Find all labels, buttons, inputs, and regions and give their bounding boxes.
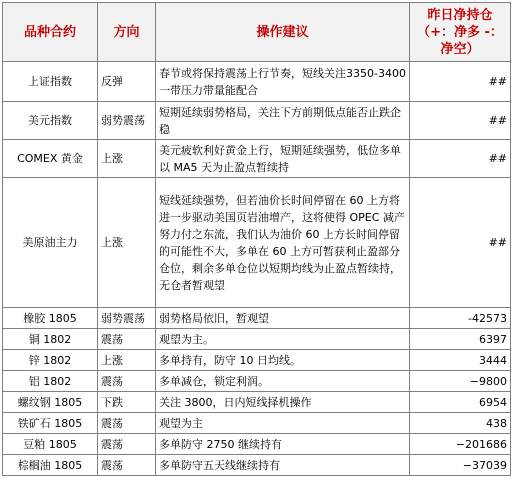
cell-position: 6397 (410, 329, 511, 350)
table-header-row (3, 3, 511, 62)
cell-advice: 春节或将保持震荡上行节奏，短线关注3350-3400一带压力带量能配合 (156, 62, 410, 102)
cell-name: 橡胶 1805 (3, 308, 98, 329)
cell-advice: 多单防守 2750 继续持有 (156, 434, 410, 455)
cell-direction: 上涨 (98, 140, 156, 178)
cell-position: ## (410, 140, 511, 178)
cell-position: ## (410, 102, 511, 140)
cell-direction: 弱势震荡 (98, 102, 156, 140)
cell-name: 棕榈油 1805 (3, 455, 98, 476)
cell-direction: 震荡 (98, 455, 156, 476)
cell-position: −37039 (410, 455, 511, 476)
cell-advice: 关注 3800，日内短线择机操作 (156, 392, 410, 413)
cell-name: 上证指数 (3, 62, 98, 102)
cell-name: COMEX 黄金 (3, 140, 98, 178)
header-advice: 操作建议 (156, 3, 410, 62)
cell-direction: 震荡 (98, 371, 156, 392)
cell-direction: 震荡 (98, 329, 156, 350)
cell-advice: 观望为主 (156, 413, 410, 434)
cell-position: 438 (410, 413, 511, 434)
header-name: 品种合约 (3, 3, 98, 62)
table-row (3, 308, 511, 329)
strategy-table (2, 2, 511, 476)
table-row (3, 140, 511, 178)
cell-direction: 震荡 (98, 434, 156, 455)
cell-name: 铁矿石 1805 (3, 413, 98, 434)
table-row (3, 62, 511, 102)
cell-advice: 观望为主。 (156, 329, 410, 350)
table-row (3, 329, 511, 350)
cell-advice: 多单防守五天线继续持有 (156, 455, 410, 476)
cell-name: 美元指数 (3, 102, 98, 140)
cell-advice: 弱势格局依旧，暂观望 (156, 308, 410, 329)
cell-advice: 美元疲软利好黄金上行，短期延续强势，低位多单以 MA5 天为止盈点暂续持 (156, 140, 410, 178)
cell-position: 6954 (410, 392, 511, 413)
cell-position: −9800 (410, 371, 511, 392)
cell-name: 锌 1802 (3, 350, 98, 371)
table-row (3, 392, 511, 413)
table-row (3, 455, 511, 476)
cell-name: 美原油主力 (3, 178, 98, 308)
table-row (3, 413, 511, 434)
cell-direction: 反弹 (98, 62, 156, 102)
header-position: 昨日净持仓（+：净多 -：净空） (410, 3, 511, 62)
cell-position: ## (410, 178, 511, 308)
cell-advice: 短期延续弱势格局，关注下方前期低点能否止跌企稳 (156, 102, 410, 140)
table-row (3, 178, 511, 308)
cell-name: 螺纹钢 1805 (3, 392, 98, 413)
cell-position: −201686 (410, 434, 511, 455)
table-row (3, 350, 511, 371)
cell-direction: 弱势震荡 (98, 308, 156, 329)
cell-direction: 上涨 (98, 350, 156, 371)
cell-direction: 上涨 (98, 178, 156, 308)
cell-position: -42573 (410, 308, 511, 329)
cell-advice: 短线延续强势，但若油价长时间停留在 60 上方将进一步驱动美国页岩油增产，这将使得 OPEC 减产努力付之东流，我们认为油价 60 上方长时间停留的可能性不大，多单在 60 上方可暂获利止盈部分仓位，剩余多单仓位以短期均线为止盈点暂续持，无仓者暂观望 (156, 178, 410, 308)
table-row (3, 102, 511, 140)
cell-direction: 震荡 (98, 413, 156, 434)
table-row (3, 434, 511, 455)
cell-position: ## (410, 62, 511, 102)
cell-advice: 多单减仓，锁定利润。 (156, 371, 410, 392)
cell-direction: 下跌 (98, 392, 156, 413)
table-row (3, 371, 511, 392)
header-direction: 方向 (98, 3, 156, 62)
cell-advice: 多单持有，防守 10 日均线。 (156, 350, 410, 371)
cell-name: 铜 1802 (3, 329, 98, 350)
cell-position: 3444 (410, 350, 511, 371)
strategy-table-container (2, 2, 510, 476)
cell-name: 铝 1802 (3, 371, 98, 392)
cell-name: 豆粕 1805 (3, 434, 98, 455)
